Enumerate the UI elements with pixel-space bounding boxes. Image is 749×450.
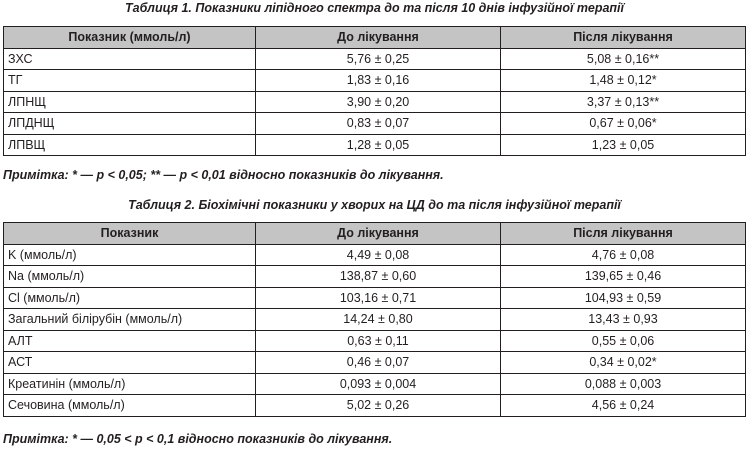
table2-note: Примітка: * — 0,05 < p < 0,1 відносно показників до лікування.	[3, 432, 393, 446]
row-before-value: 103,16 ± 0,71	[256, 287, 501, 309]
table1-caption: Таблиця 1. Показники ліпідного спектра до та після 10 днів інфузійної терапії	[125, 1, 624, 15]
row-after-value: 4,76 ± 0,08	[501, 244, 746, 266]
table-row	[4, 113, 746, 135]
row-after-value: 0,088 ± 0,003	[501, 373, 746, 395]
row-indicator: Сечовина (ммоль/л)	[4, 395, 256, 417]
table-row	[4, 134, 746, 156]
lipid-spectrum-table	[3, 26, 746, 156]
table-row	[4, 330, 746, 352]
row-before-value: 14,24 ± 0,80	[256, 309, 501, 331]
table2-header-indicator: Показник	[4, 223, 256, 245]
table-row	[4, 373, 746, 395]
row-indicator: Cl (ммоль/л)	[4, 287, 256, 309]
row-after-value: 4,56 ± 0,24	[501, 395, 746, 417]
row-after-value: 1,48 ± 0,12*	[501, 70, 746, 92]
row-before-value: 5,76 ± 0,25	[256, 48, 501, 70]
row-indicator: ЛПВЩ	[4, 134, 256, 156]
row-before-value: 4,49 ± 0,08	[256, 244, 501, 266]
row-indicator: ЛПНЩ	[4, 91, 256, 113]
table2-header-before: До лікування	[256, 223, 501, 245]
table-row	[4, 91, 746, 113]
table-row	[4, 244, 746, 266]
row-after-value: 0,34 ± 0,02*	[501, 352, 746, 374]
row-indicator: АСТ	[4, 352, 256, 374]
row-after-value: 5,08 ± 0,16**	[501, 48, 746, 70]
row-after-value: 139,65 ± 0,46	[501, 266, 746, 288]
row-after-value: 13,43 ± 0,93	[501, 309, 746, 331]
table-row	[4, 395, 746, 417]
row-after-value: 0,67 ± 0,06*	[501, 113, 746, 135]
row-indicator: ЗХС	[4, 48, 256, 70]
row-after-value: 1,23 ± 0,05	[501, 134, 746, 156]
row-before-value: 3,90 ± 0,20	[256, 91, 501, 113]
table-row	[4, 287, 746, 309]
table-row	[4, 352, 746, 374]
table-row	[4, 266, 746, 288]
table2-caption: Таблиця 2. Біохімічні показники у хворих на ЦД до та після інфузійної терапії	[128, 198, 621, 212]
row-indicator: Загальний білірубін (ммоль/л)	[4, 309, 256, 331]
table1-header-after: Після лікування	[501, 27, 746, 49]
table1-header-row	[4, 27, 746, 49]
table-row	[4, 309, 746, 331]
row-before-value: 0,093 ± 0,004	[256, 373, 501, 395]
row-before-value: 0,46 ± 0,07	[256, 352, 501, 374]
row-indicator: K (ммоль/л)	[4, 244, 256, 266]
row-indicator: Na (ммоль/л)	[4, 266, 256, 288]
row-before-value: 0,83 ± 0,07	[256, 113, 501, 135]
row-indicator: ТГ	[4, 70, 256, 92]
row-before-value: 0,63 ± 0,11	[256, 330, 501, 352]
row-after-value: 3,37 ± 0,13**	[501, 91, 746, 113]
table1-header-before: До лікування	[256, 27, 501, 49]
table2-header-row	[4, 223, 746, 245]
table-row	[4, 70, 746, 92]
table2-header-after: Після лікування	[501, 223, 746, 245]
row-after-value: 104,93 ± 0,59	[501, 287, 746, 309]
row-before-value: 1,83 ± 0,16	[256, 70, 501, 92]
row-indicator: Креатинін (ммоль/л)	[4, 373, 256, 395]
table1-header-indicator: Показник (ммоль/л)	[4, 27, 256, 49]
biochemical-table	[3, 222, 746, 417]
row-after-value: 0,55 ± 0,06	[501, 330, 746, 352]
table-row	[4, 48, 746, 70]
row-indicator: ЛПДНЩ	[4, 113, 256, 135]
row-before-value: 138,87 ± 0,60	[256, 266, 501, 288]
row-before-value: 1,28 ± 0,05	[256, 134, 501, 156]
row-indicator: АЛТ	[4, 330, 256, 352]
row-before-value: 5,02 ± 0,26	[256, 395, 501, 417]
table1-note: Примітка: * — p < 0,05; ** — p < 0,01 відносно показників до лікування.	[3, 168, 444, 182]
